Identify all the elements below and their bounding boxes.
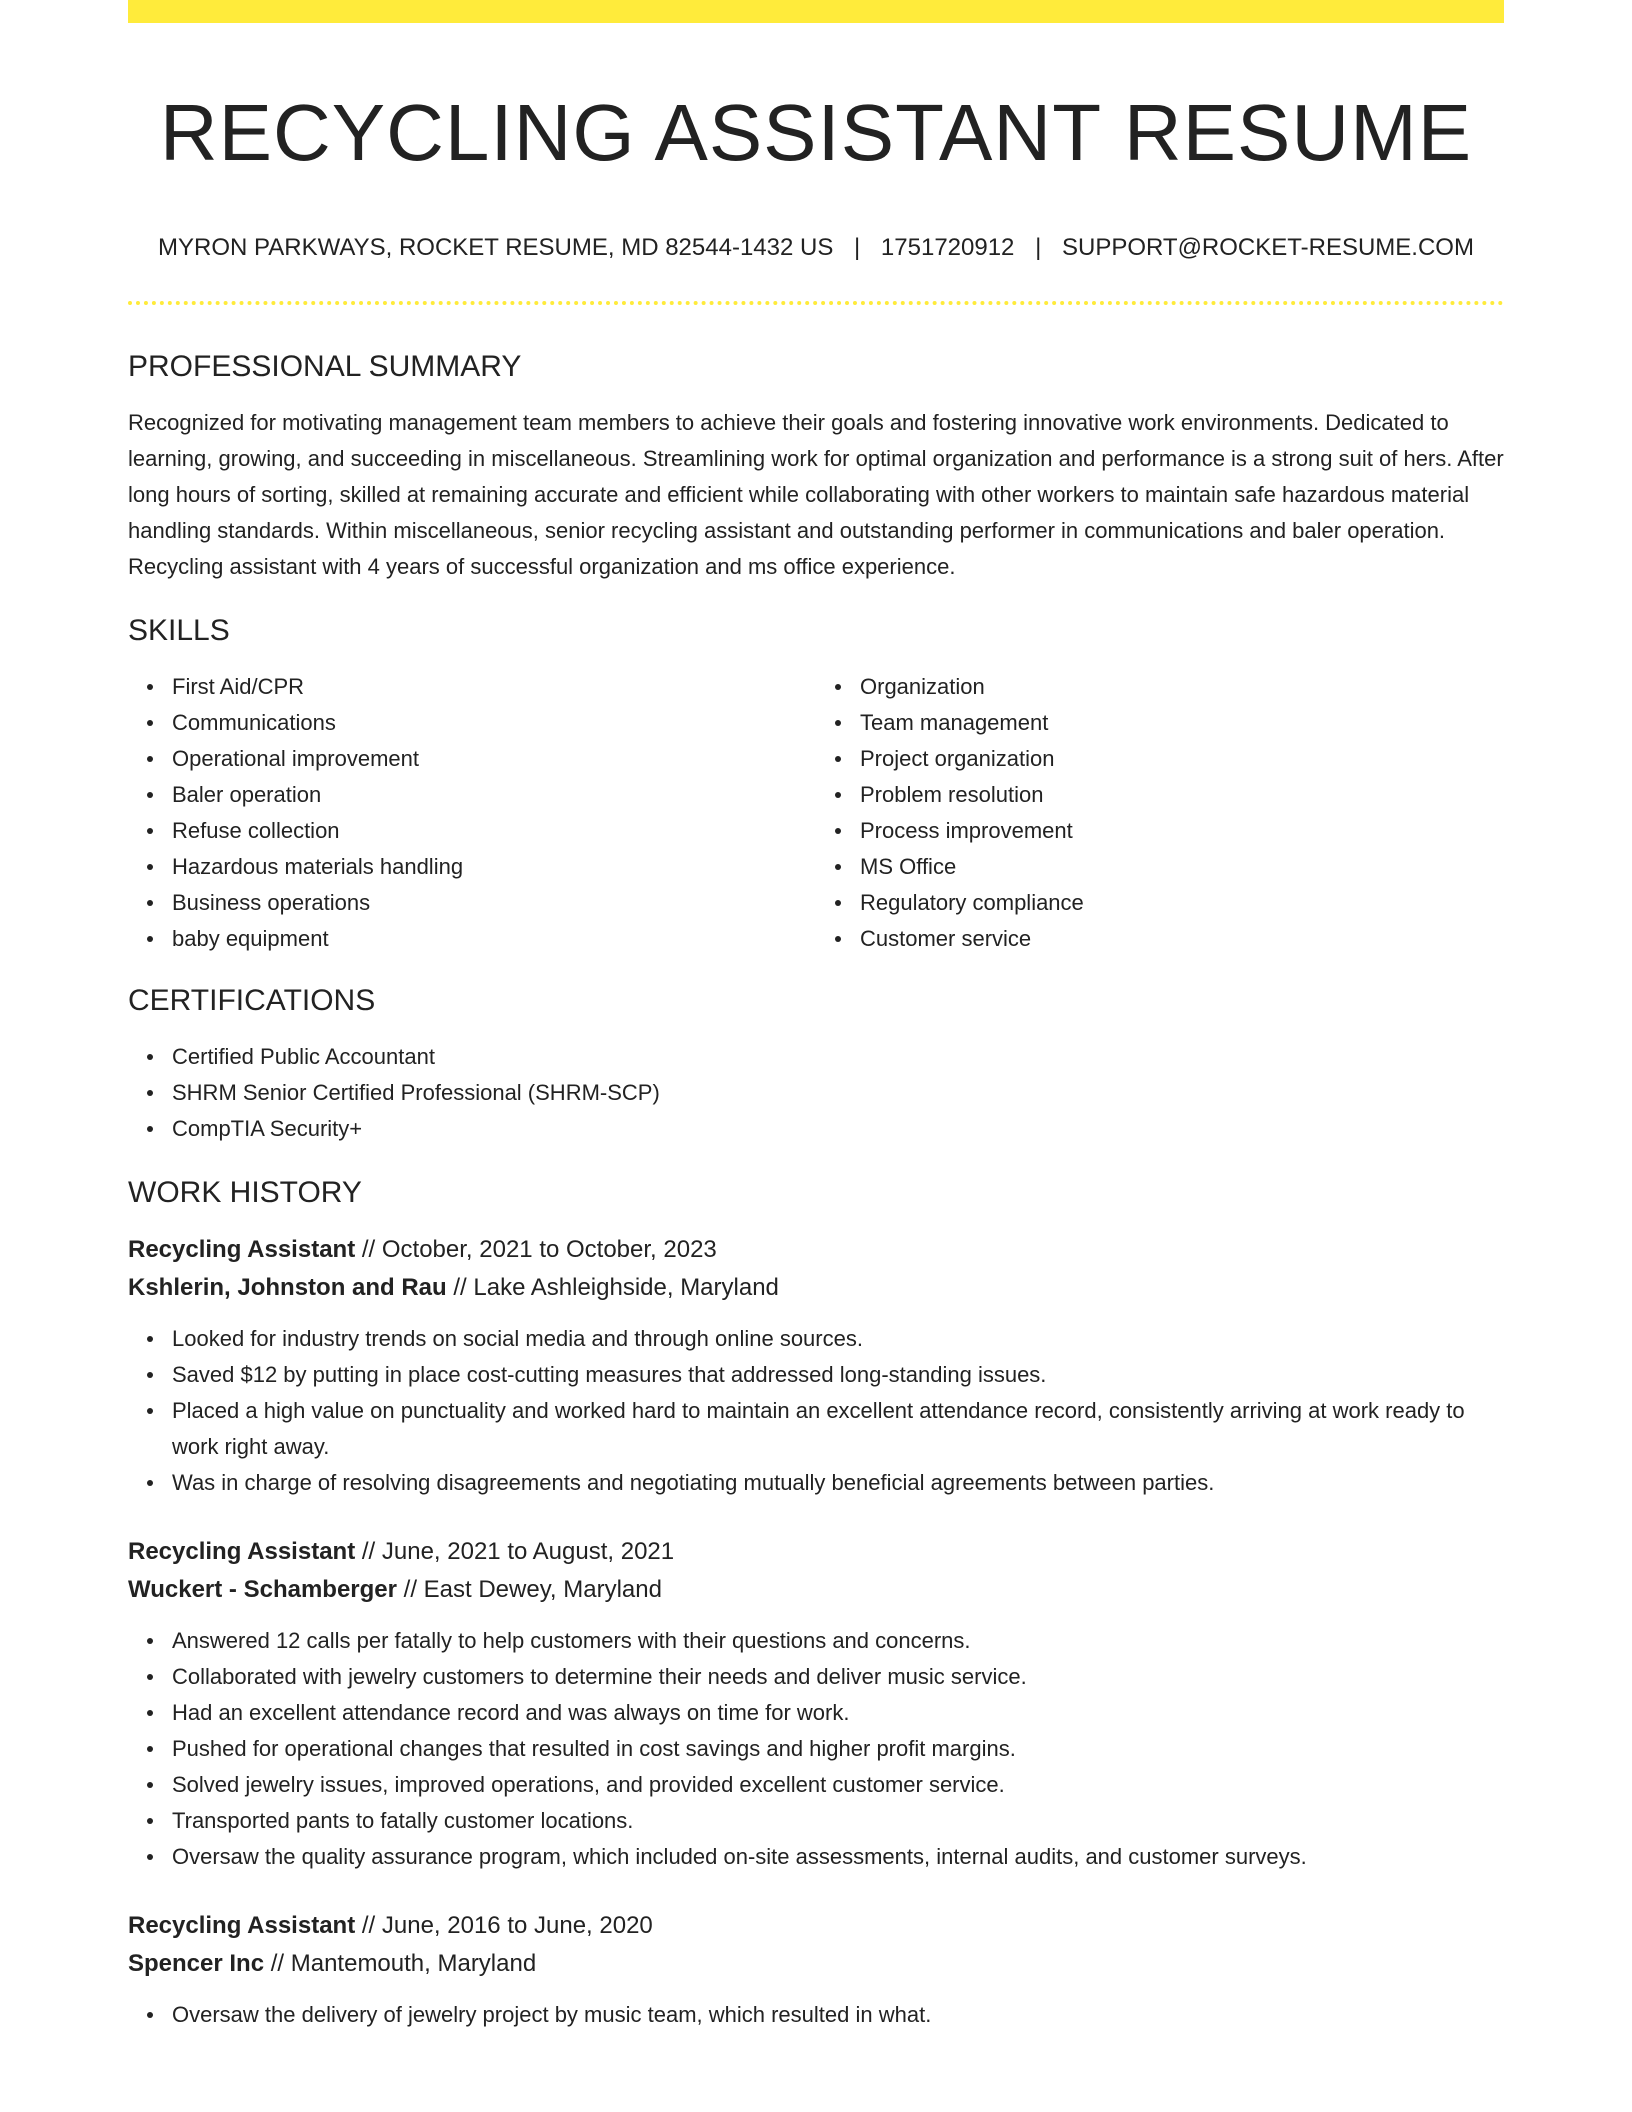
contact-email: SUPPORT@ROCKET-RESUME.COM — [1061, 234, 1474, 261]
skill-item: MS Office — [860, 849, 1504, 885]
job-bullet: Oversaw the quality assurance program, which included on-site assessments, internal audits, and customer surveys. — [172, 1839, 1504, 1875]
skill-item: Regulatory compliance — [860, 885, 1504, 921]
job-bullet: Looked for industry trends on social media and through online sources. — [172, 1321, 1504, 1357]
job-bullet: Oversaw the delivery of jewelry project by music team, which resulted in what. — [172, 1997, 1504, 2033]
job-bullet: Solved jewelry issues, improved operations, and provided excellent customer service. — [172, 1767, 1504, 1803]
job-company: Spencer Inc — [128, 1950, 265, 1977]
job-title-line — [128, 1231, 1504, 1269]
job-bullet: Transported pants to fatally customer locations. — [172, 1803, 1504, 1839]
skills-list-right — [816, 669, 1504, 957]
skill-item: Communications — [172, 705, 816, 741]
job-title: Recycling Assistant — [128, 1236, 356, 1263]
job-entry — [128, 1533, 1504, 1875]
job-bullet: Had an excellent attendance record and was always on time for work. — [172, 1695, 1504, 1731]
skill-item: Operational improvement — [172, 741, 816, 777]
skill-item: Refuse collection — [172, 813, 816, 849]
job-bullets — [128, 1321, 1504, 1501]
skills-section — [128, 611, 1504, 957]
certification-item: SHRM Senior Certified Professional (SHRM-SCP) — [172, 1075, 1504, 1111]
job-title-line — [128, 1907, 1504, 1945]
professional-summary-section — [128, 347, 1504, 585]
job-company-line — [128, 1571, 1504, 1609]
resume-title: RECYCLING ASSISTANT RESUME — [159, 88, 1473, 177]
skills-columns — [128, 669, 1504, 957]
job-bullets — [128, 1623, 1504, 1875]
job-title: Recycling Assistant — [128, 1538, 356, 1565]
dotted-divider — [128, 301, 1504, 305]
job-dates: // June, 2016 to June, 2020 — [355, 1912, 653, 1939]
work-history-section — [128, 1173, 1504, 2033]
job-bullets — [128, 1997, 1504, 2033]
contact-line — [128, 233, 1504, 263]
job-entry — [128, 1231, 1504, 1501]
job-company-line — [128, 1269, 1504, 1307]
contact-separator: | — [854, 234, 861, 261]
certification-item: CompTIA Security+ — [172, 1111, 1504, 1147]
skill-item: Business operations — [172, 885, 816, 921]
job-bullet: Answered 12 calls per fatally to help customers with their questions and concerns. — [172, 1623, 1504, 1659]
section-heading: SKILLS — [128, 614, 230, 647]
skill-item: Hazardous materials handling — [172, 849, 816, 885]
contact-phone: 1751720912 — [880, 234, 1015, 261]
job-bullet: Placed a high value on punctuality and worked hard to maintain an excellent attendance record, consistently arriving at work ready to work right away. — [172, 1393, 1504, 1465]
job-bullet: Was in charge of resolving disagreements and negotiating mutually beneficial agreements between parties. — [172, 1465, 1504, 1501]
certification-item: Certified Public Accountant — [172, 1039, 1504, 1075]
skill-item: baby equipment — [172, 921, 816, 957]
skills-list-left — [128, 669, 816, 957]
job-location: // Mantemouth, Maryland — [264, 1950, 537, 1977]
section-heading: CERTIFICATIONS — [128, 984, 376, 1017]
job-company: Kshlerin, Johnston and Rau — [128, 1274, 447, 1301]
contact-separator: | — [1035, 234, 1042, 261]
job-dates: // October, 2021 to October, 2023 — [355, 1236, 717, 1263]
job-title: Recycling Assistant — [128, 1912, 356, 1939]
skill-item: Process improvement — [860, 813, 1504, 849]
skill-item: First Aid/CPR — [172, 669, 816, 705]
job-bullet: Collaborated with jewelry customers to determine their needs and deliver music service. — [172, 1659, 1504, 1695]
skill-item: Baler operation — [172, 777, 816, 813]
contact-address: MYRON PARKWAYS, ROCKET RESUME, MD 82544-1432 US — [158, 234, 834, 261]
skill-item: Customer service — [860, 921, 1504, 957]
skill-item: Problem resolution — [860, 777, 1504, 813]
certifications-list — [128, 1039, 1504, 1147]
section-heading: PROFESSIONAL SUMMARY — [128, 350, 522, 383]
accent-top-bar — [128, 0, 1504, 23]
skill-item: Organization — [860, 669, 1504, 705]
job-bullet: Saved $12 by putting in place cost-cutting measures that addressed long-standing issues. — [172, 1357, 1504, 1393]
section-heading: WORK HISTORY — [128, 1176, 362, 1209]
job-location: // East Dewey, Maryland — [396, 1576, 662, 1603]
skill-item: Project organization — [860, 741, 1504, 777]
job-entry — [128, 1907, 1504, 2033]
job-bullet: Pushed for operational changes that resulted in cost savings and higher profit margins. — [172, 1731, 1504, 1767]
job-company: Wuckert - Schamberger — [128, 1576, 397, 1603]
resume-page — [128, 0, 1504, 2033]
job-title-line — [128, 1533, 1504, 1571]
summary-text: Recognized for motivating management team members to achieve their goals and fostering innovative work environments. Dedicated to learning, growing, and succeeding in miscellaneous. Streamlining work for optimal organization and performance is a strong suit of hers. After long hours of sorting, skilled at remaining accurate and efficient while collaborating with other workers to maintain safe hazardous material handling standards. Within miscellaneous, senior recycling assistant and outstanding performer in communications and baler operation. Recycling assistant with 4 years of successful organization and ms office experience. — [128, 410, 1504, 579]
skill-item: Team management — [860, 705, 1504, 741]
certifications-section — [128, 981, 1504, 1147]
job-company-line — [128, 1945, 1504, 1983]
job-location: // Lake Ashleighside, Maryland — [446, 1274, 779, 1301]
job-dates: // June, 2021 to August, 2021 — [355, 1538, 675, 1565]
